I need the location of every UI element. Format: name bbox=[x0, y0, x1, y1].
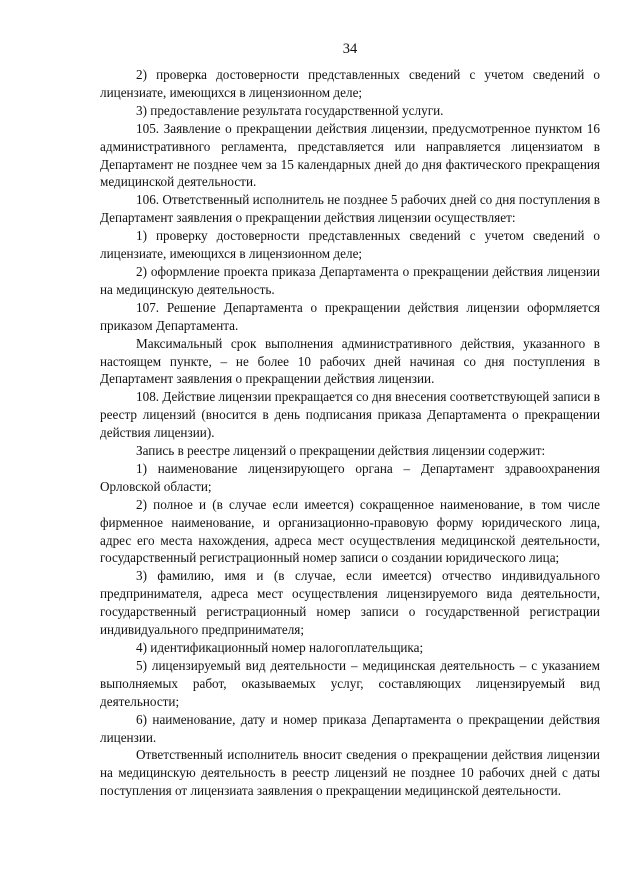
paragraph-107: 107. Решение Департамента о прекращении действия лицензии оформляется приказом Департамента. bbox=[100, 299, 600, 333]
paragraph-108: 108. Действие лицензии прекращается со дня внесения соответствующей записи в реестр лицензий (вносится в день подписания приказа Департамента о прекращении действия лицензии). bbox=[100, 389, 600, 441]
paragraph-registry-item-3: 3) фамилию, имя и (в случае, если имеется) отчество индивидуального предпринимателя, адреса мест осуществления лицензируемого вида деятельности, государственный регистрационный номер записи о государственной регистрации индивидуального предпринимателя; bbox=[100, 568, 600, 638]
paragraph-106-item-2: 2) оформление проекта приказа Департамента о прекращении действия лицензии на медицинскую деятельность. bbox=[100, 263, 600, 297]
paragraph-106-item-1: 1) проверку достоверности представленных сведений с учетом сведений о лицензиате, имеющихся в лицензионном деле; bbox=[100, 228, 600, 262]
paragraph-106: 106. Ответственный исполнитель не позднее 5 рабочих дней со дня поступления в Департамент заявления о прекращении действия лицензии осуществляет: bbox=[100, 192, 600, 226]
paragraph-registry-item-6: 6) наименование, дату и номер приказа Департамента о прекращении действия лицензии. bbox=[100, 711, 600, 745]
paragraph-registry-item-4: 4) идентификационный номер налогоплательщика; bbox=[136, 640, 424, 655]
paragraph-registry-intro: Запись в реестре лицензий о прекращении действия лицензии содержит: bbox=[136, 443, 546, 459]
paragraph-item-3-result: 3) предоставление результата государственной услуги. bbox=[136, 102, 444, 118]
paragraph-105: 105. Заявление о прекращении действия лицензии, предусмотренное пунктом 16 административного регламента, представляется или направляется лицензиатом в Департамент не позднее чем за 15 календарных дней до дня фактического прекращения медицинской деятельности. bbox=[100, 120, 600, 190]
paragraph-item-2-verification: 2) проверка достоверности представленных сведений с учетом сведений о лицензиате, имеющихся в лицензионном деле; bbox=[100, 67, 600, 100]
page-number: 34 bbox=[342, 41, 358, 57]
paragraph-registry-item-5: 5) лицензируемый вид деятельности – медицинская деятельность – с указанием выполняемых работ, оказываемых услуг, составляющих лицензируемый вид деятельности; bbox=[100, 657, 600, 709]
paragraph-registry-item-1: 1) наименование лицензирующего органа – Департамент здравоохранения Орловской области; bbox=[100, 460, 600, 494]
paragraph-107-max-term: Максимальный срок выполнения административного действия, указанного в настоящем пункте, – не более 10 рабочих дней начиная со дня поступления в Департамент заявления о прекращении действия лицензии. bbox=[100, 335, 600, 387]
paragraph-registry-item-2: 2) полное и (в случае если имеется) сокращенное наименование, в том числе фирменное наименование, и организационно-правовую форму юридического лица, адрес его места нахождения, адреса мест осуществления медицинской деятельности, государственный регистрационный номер записи о создании юридического лица; bbox=[100, 496, 600, 566]
paragraph-final: Ответственный исполнитель вносит сведения о прекращении действия лицензии на медицинскую деятельность в реестр лицензий не позднее 10 рабочих дней с даты поступления от лицензиата заявления о прекращении медицинской деятельности. bbox=[100, 747, 600, 799]
